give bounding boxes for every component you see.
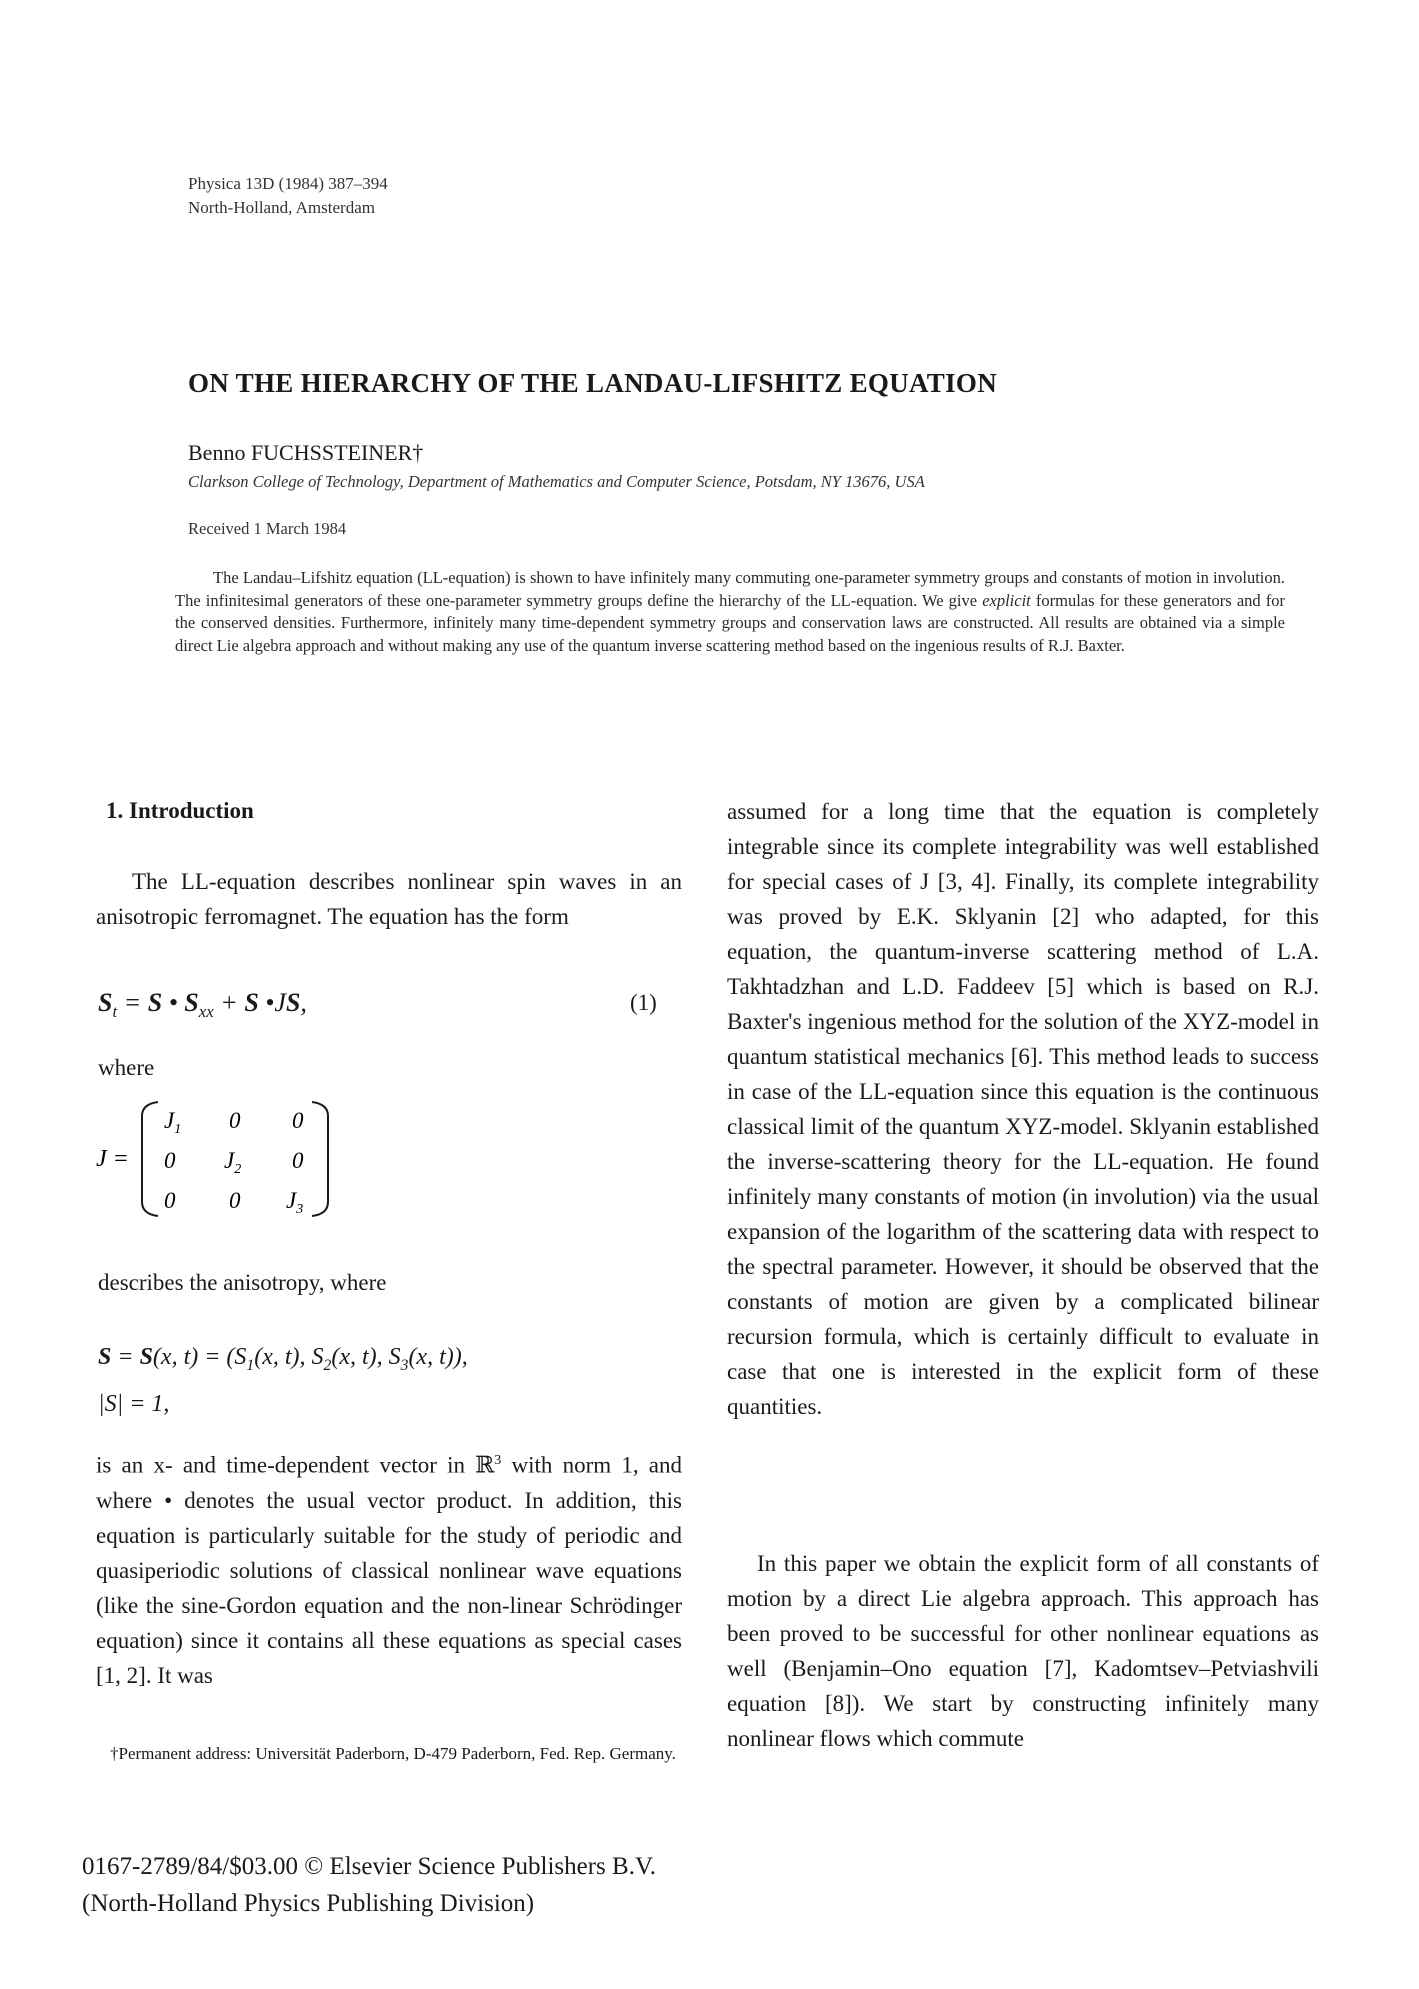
received-date: Received 1 March 1984 bbox=[188, 519, 347, 538]
matrix-svg bbox=[96, 1090, 336, 1230]
svg-text:0: 0 bbox=[292, 1148, 304, 1173]
copyright-line-2: (North-Holland Physics Publishing Division) bbox=[82, 1890, 535, 1917]
svg-text:0: 0 bbox=[229, 1188, 241, 1213]
equation-1-number: (1) bbox=[630, 990, 657, 1015]
section-number: 1. bbox=[106, 798, 124, 823]
copyright-line-1: 0167-2789/84/$03.00 © Elsevier Science Publishers B.V. bbox=[82, 1853, 657, 1880]
svg-text:0: 0 bbox=[164, 1188, 176, 1213]
paper-title: ON THE HIERARCHY OF THE LANDAU-LIFSHITZ EQUATION bbox=[188, 368, 998, 398]
where-text-2: describes the anisotropy, where bbox=[98, 1270, 387, 1295]
section-heading bbox=[106, 798, 254, 824]
right-paragraph-1: assumed for a long time that the equation is completely integrable since its complete integrability was well established for special cases of J [3, 4]. Finally, its complete integrability was proved by E.K. Sklyanin [2] who adapted, for this equation, the quantum-inverse scattering method of L.A. Takhtadzhan and L.D. Faddeev [5] which is based on R.J. Baxter's ingenious method for the solution of the XYZ-model in quantum statistical mechanics [6]. This method leads to success in case of the LL-equation since this equation is the continuous classical limit of the quantum XYZ-model. Sklyanin established the inverse-scattering theory for the LL-equation. He found infinitely many constants of motion (in involution) via the usual expansion of the logarithm of the scattering data with respect to the spectral parameter. However, it should be observed that the constants of motion are given by a complicated bilinear recursion formula, which is certainly difficult to evaluate in case that one is interested in the explicit form of these quantities. bbox=[727, 799, 1319, 1419]
para2-text-a: is an x- and time-dependent vector in ℝ bbox=[96, 1452, 495, 1478]
publisher-line: North-Holland, Amsterdam bbox=[188, 198, 375, 217]
author-affiliation: Clarkson College of Technology, Department of Mathematics and Computer Science, Potsdam, NY 13676, USA bbox=[188, 472, 925, 491]
svg-text:0: 0 bbox=[229, 1108, 241, 1133]
where-text-1: where bbox=[98, 1055, 155, 1080]
journal-citation: Physica 13D (1984) 387–394 bbox=[188, 174, 388, 193]
footnote: †Permanent address: Universität Paderborn, D-479 Paderborn, Fed. Rep. Germany. bbox=[110, 1744, 676, 1763]
spin-vector-definition: S = S(x, $t) = (S_1(x$, t), $S_2(x$, t), $S_3(x$, t)), |S| = 1, bbox=[98, 1338, 468, 1423]
norm-condition: |S| = 1, bbox=[98, 1390, 170, 1417]
equation-1: $S_t = S$ • $S_{xx} + S$ •JS, bbox=[98, 988, 307, 1022]
para2-superscript: 3 bbox=[494, 1452, 502, 1467]
svg-text:0: 0 bbox=[164, 1148, 176, 1173]
svg-text:J3: $J_3$ bbox=[286, 1188, 304, 1217]
svg-text:J1: $J_1$ bbox=[164, 1108, 182, 1137]
section-title: Introduction bbox=[129, 798, 254, 823]
abstract bbox=[175, 567, 1285, 657]
para2-text-b: with norm 1, and where • denotes the usual vector product. In addition, this equation is particularly suitable for the study of periodic and quasiperiodic solutions of classical nonlinear wave equations (like the sine-Gordon equation and the non-linear Schrödinger equation) since it contains all these equations as special cases [1, 2]. It was bbox=[96, 1452, 682, 1688]
right-paragraph-2: In this paper we obtain the explicit form of all constants of motion by a direct Lie algebra approach. This approach has been proved to be successful for other nonlinear equations as well (Benjamin–Ono equation [7], Kadomtsev–Petviashvili equation [8]). We start by constructing infinitely many nonlinear flows which commute bbox=[727, 1551, 1319, 1751]
svg-text:J =: J = bbox=[96, 1146, 129, 1172]
intro-paragraph-2 bbox=[96, 1442, 682, 1693]
author-name: Benno FUCHSSTEINER† bbox=[188, 440, 424, 465]
copyright-notice bbox=[82, 1848, 656, 1922]
intro-paragraph-1: The LL-equation describes nonlinear spin waves in an anisotropic ferromagnet. The equation has the form bbox=[96, 869, 682, 929]
abstract-emphasis: explicit bbox=[982, 590, 1031, 610]
abstract-text-2: formulas for these generators and for the conserved densities. Furthermore, infinitely many time-dependent symmetry groups and conservation laws are constructed. All results are obtained via a simple direct Lie algebra approach and without making any use of the quantum inverse scattering method based on the ingenious results of R.J. Baxter. bbox=[175, 590, 1285, 655]
journal-header bbox=[188, 172, 388, 220]
svg-text:0: 0 bbox=[292, 1108, 304, 1133]
abstract-text-1: The Landau–Lifshitz equation (LL-equation) is shown to have infinitely many commuting one-parameter symmetry groups and constants of motion in involution. The infinitesimal generators of these one-parameter symmetry groups define the hierarchy of the LL-equation. We give bbox=[175, 568, 1285, 610]
svg-text:J2: $J_2$ bbox=[224, 1148, 242, 1177]
